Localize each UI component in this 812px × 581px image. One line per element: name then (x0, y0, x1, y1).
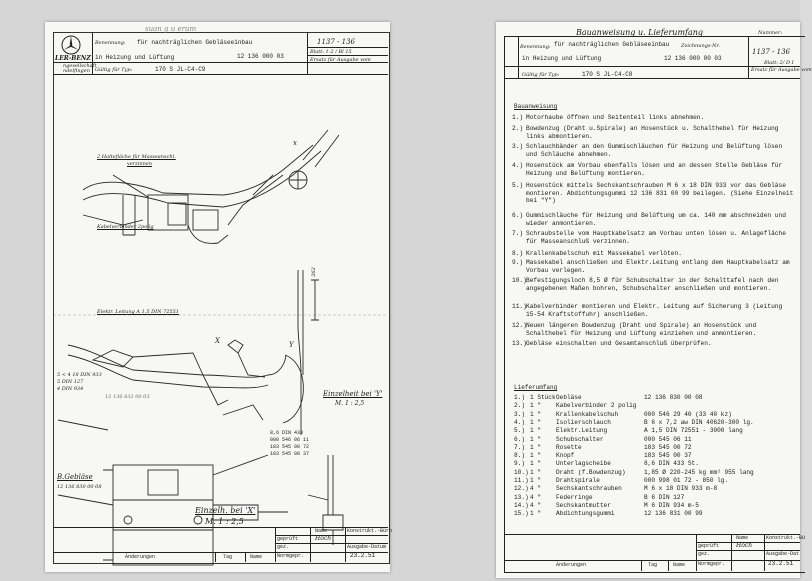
parts-a-extra: 12 136 832 00 03 (105, 394, 150, 400)
item-part-number: 183 545 00 37 (644, 452, 692, 460)
parts-a-1: 5 < 4 18 DIN 933 (57, 372, 102, 378)
item-quantity: 1 " (530, 443, 541, 451)
instruction-step (512, 230, 794, 245)
tb-aenderungen: Änderungen (125, 554, 156, 560)
tb-name-header: Name (736, 535, 749, 541)
item-part-number: 000 546 29 40 (33 40 kz) (644, 410, 732, 418)
item-description: Sechskantmutter (556, 501, 611, 509)
drawing-number-mid: 12 136 000 03 (237, 53, 284, 60)
item-number: 14.) (514, 501, 529, 509)
step-text: Gummischläuche für Heizung und Belüftung um ca. 140 mm abschneiden und wieder anmontieren. (526, 212, 786, 227)
step-number: 8.) (512, 250, 524, 257)
item-description: Kabelverbinder 2 polig (556, 402, 637, 410)
tb-norm: Normgepr. (277, 553, 305, 559)
item-part-number: 1,85 Ø 220-245 kg mm² 955 lang (644, 468, 754, 476)
item-number: 6.) (514, 435, 525, 443)
benennung-label: Benennung: (520, 44, 551, 50)
item-description: Drahtspirale (556, 477, 600, 484)
item-number: 15.) (514, 510, 529, 518)
nummer-label: Nummer: (758, 30, 783, 36)
parts-b-4: 183 545 00 37 (270, 451, 310, 457)
detail-x-label: Einzelh. bei 'X' (195, 506, 256, 515)
item-number: 8.) (514, 452, 525, 460)
step-text: Hosenstück mittels Sechskantschrauben M 6 x 18 DIN 933 vor das Gebläse montieren. Abdichtungsgummi 12 136 831 00 99 beilegen. (Siehe Einzelheit bei "Y") (526, 182, 794, 205)
instruction-step (512, 340, 794, 348)
item-quantity: 4 " (530, 501, 541, 509)
item-number: 2.) (514, 402, 525, 410)
step-text: Gebläse einschalten und Gesamtanschluß überprüfen. (526, 340, 712, 347)
item-part-number: 183 545 00 72 (644, 443, 692, 451)
tb-name-header: Name (315, 528, 328, 534)
mercedes-star-icon (58, 34, 84, 56)
sheet-number: Blatt: 1-2 / Bl 15 (310, 49, 352, 55)
tb-signature: Hoch (315, 535, 332, 542)
item-quantity: 1 Stück (530, 394, 556, 401)
blower-label: B.Gebläse (57, 473, 93, 481)
item-part-number: B 6 DIN 127 (644, 493, 685, 501)
item-quantity: 1 " (530, 402, 541, 410)
step-number: 10.) (512, 277, 527, 284)
item-description: Draht (f.Bowdenzug) (556, 468, 626, 476)
item-quantity: 1 " (530, 418, 541, 426)
blatt-value: Blatt: 2/ D I (764, 60, 794, 66)
item-quantity: 4 " (530, 485, 541, 493)
item-part-number: 12 136 831 00 99 (644, 510, 703, 518)
step-text: Schraubstelle vom Hauptkabelsatz am Vorbau unten lösen u. Anlagefläche für Masseanschluß verzinnen. (526, 230, 786, 245)
tb-date: 23.2.51 (768, 560, 794, 567)
step-text: Hosenstück am Vorbau ebenfalls lösen und an dessen Stelle Gebläse für Heizung und Belüftung montieren. (526, 162, 783, 177)
header-title: suan g u erum (145, 25, 197, 33)
valid-value: 170 S JL-C4-C8 (582, 71, 633, 78)
step-text: Kabelverbinder montieren und Elektr. Leitung auf Sicherung 3 (Leitung 15-54 Kraftstoffuhr) anschließen. (526, 303, 783, 318)
item-description: Abdichtungsgummi (556, 510, 615, 518)
tb-tag: Tag (223, 554, 233, 560)
parts-b-3: 183 545 00 72 (270, 444, 310, 450)
item-number: 3.) (514, 410, 525, 418)
instruction-step (512, 277, 794, 292)
svg-text:x: x (293, 139, 297, 147)
doc-number-top: 1137 - 136 (752, 48, 790, 56)
item-number: 12.) (514, 485, 529, 493)
instruction-step (512, 182, 794, 205)
tb-ausgabe: Ausgabe-Dat (766, 551, 800, 557)
step-number: 3.) (512, 143, 524, 150)
company-sub-2: ndelfingen (63, 68, 90, 74)
step-number: 4.) (512, 162, 524, 169)
item-quantity: 1 " (530, 510, 541, 518)
instruction-step (512, 212, 794, 227)
dimension-label: 262 (310, 267, 317, 277)
step-number: 7.) (512, 230, 524, 237)
item-quantity: 1 " (530, 468, 541, 476)
step-text: Schlauchbänder an den Gummischläuchen für Heizung und Belüftung lösen und Schläuche abnehmen. (526, 143, 783, 158)
svg-text:X: X (215, 337, 220, 345)
instruction-step (512, 114, 794, 122)
parts-a-3: 4 DIN 934 (57, 386, 84, 392)
callout-cable-connector: Kabelverbinder 2polig (97, 224, 154, 230)
item-number: 7.) (514, 443, 525, 451)
instruction-step (512, 303, 794, 318)
step-number: 5.) (512, 182, 524, 189)
item-description: Knopf (556, 452, 575, 460)
item-description: Schubschalter (556, 435, 604, 443)
ersatz-label: Ersatz für Ausgabe vom (310, 57, 371, 63)
item-quantity: 1 " (530, 477, 541, 484)
callout-ground-surface-note: verzinnen (127, 161, 153, 167)
item-description: Elektr.Leitung (556, 427, 608, 435)
item-part-number: M 6 DIN 934 m-5 (644, 501, 699, 509)
item-description: Gebläse (556, 394, 582, 401)
tb-date: 23.2.51 (350, 552, 376, 559)
blower-number: 12 136 830 00 08 (57, 484, 102, 490)
item-quantity: 1 " (530, 452, 541, 460)
bauanweisung-heading: Bauanweisung (514, 103, 558, 110)
item-description: Krallenkabelschuh (556, 410, 619, 418)
ersatz-label: Ersatz für Ausgabe vom (751, 67, 812, 73)
item-number: 5.) (514, 427, 525, 435)
item-part-number: 000 998 01 72 - 850 lg. (644, 477, 729, 484)
company-sub-1: ngesellschaft (63, 63, 97, 69)
instruction-step (512, 162, 794, 177)
item-part-number: 8,6 DIN 433 St. (644, 460, 699, 468)
doc-title: Bauanweisung u. Lieferumfang (576, 28, 704, 37)
instruction-step (512, 250, 794, 258)
item-description: Isolierschlauch (556, 418, 611, 426)
step-number: 1.) (512, 114, 524, 121)
drawing-sheet (45, 22, 393, 572)
callout-ground-surface: 2 Haltefläche für Masseanschl. (97, 154, 176, 160)
item-part-number: A 1,5 DIN 72551 - 3000 lang (644, 427, 743, 435)
item-description: Federringe (556, 493, 593, 501)
instruction-step (512, 125, 794, 140)
item-part-number: 12 136 830 00 08 (644, 394, 703, 401)
step-text: Krallenkabelschuh mit Massekabel verlöten. (526, 250, 682, 257)
parts-b-2: 000 546 06 11 (270, 437, 310, 443)
valid-label: Gültig für Typ: (95, 67, 133, 73)
item-description: Rosette (556, 443, 582, 451)
tb-geprueft: geprüft (277, 536, 299, 542)
detail-y-label: Einzelheit bei 'Y' (323, 390, 383, 398)
item-part-number: B 6 x 7,2 aw DIN 40620-300 lg. (644, 418, 754, 426)
parts-b-1: 8,6 DIN 433 (270, 430, 304, 436)
tb-geprueft: geprüft (698, 543, 720, 549)
tb-kontr: Konstrukt.-Büro (347, 528, 393, 534)
parts-a-2: 5 DIN 127 (57, 379, 84, 385)
step-number: 2.) (512, 125, 524, 132)
step-text: Befestigungsloch 8,5 Ø für Schubschalter in der Schalttafel nach den angegebenen Maßen bohren, Schubschalter anschließen und montieren. (526, 277, 779, 292)
tb-gez: gez. (277, 544, 290, 550)
technical-drawing (53, 75, 388, 515)
benennung-value-2: in Heizung und Lüftung (522, 55, 602, 62)
step-number: 13.) (512, 340, 527, 347)
tb-aenderungen: Änderungen (556, 562, 587, 568)
item-number: 11.) (514, 477, 529, 484)
step-number: 9.) (512, 259, 524, 266)
item-quantity: 1 " (530, 435, 541, 443)
tb-signature: Hoch (736, 542, 753, 549)
tb-gez: gez. (698, 551, 711, 557)
detail-x-scale: M. 1 : 2,5 (205, 517, 244, 526)
step-text: Bowdenzug (Draht u.Spirale) an Hosenstück u. Schalthebel für Heizung links abmontieren. (526, 125, 779, 140)
detail-y-scale: M. 1 : 2,5 (335, 400, 365, 407)
instruction-step (512, 322, 794, 337)
tb-name: Name (673, 562, 686, 568)
benennung-label: Benennung: (95, 40, 126, 46)
item-quantity: 1 " (530, 427, 541, 435)
tb-norm: Normgepr. (698, 561, 726, 567)
benennung-value: für nachträglichen Gebläseeinbau (137, 39, 253, 46)
item-number: 9.) (514, 460, 525, 468)
item-description: Unterlagscheibe (556, 460, 611, 468)
instruction-step (512, 259, 794, 274)
step-number: 12.) (512, 322, 527, 329)
item-quantity: 1 " (530, 460, 541, 468)
valid-value: 170 S JL-C4-C9 (155, 66, 206, 73)
item-quantity: 1 " (530, 410, 541, 418)
item-part-number: M 6 x 18 DIN 933 m-8 (644, 485, 718, 493)
callout-electric-line: Elektr. Leitung A 1,5 DIN 72551 (97, 309, 179, 315)
item-number: 10.) (514, 468, 529, 476)
item-number: 13.) (514, 493, 529, 501)
tb-tag: Tag (648, 562, 658, 568)
benennung-value: für nachträglichen Gebläseeinbau (554, 41, 670, 48)
zeichnr-label: Zeichnungs-Nr. (681, 43, 720, 49)
step-text: Massekabel anschließen und Elektr.Leitung entlang dem Hauptkabelsatz am Vorbau verlegen. (526, 259, 790, 274)
instruction-step (512, 143, 794, 158)
item-quantity: 4 " (530, 493, 541, 501)
item-part-number: 000 545 06 11 (644, 435, 692, 443)
tb-ausgabe: Ausgabe-Datum (347, 544, 387, 550)
tb-kontr: Konstrukt.-Bü (766, 535, 806, 541)
lieferumfang-heading: Lieferumfang (514, 384, 558, 391)
step-text: Motorhaube öffnen und Seitenteil links abnehmen. (526, 114, 705, 121)
company-name: LER-BENZ (55, 55, 91, 62)
item-number: 1.) (514, 394, 525, 401)
item-number: 4.) (514, 418, 525, 426)
step-number: 11.) (512, 303, 527, 310)
drawing-number-top: 1137 - 136 (317, 38, 355, 46)
step-number: 6.) (512, 212, 524, 219)
benennung-value-2: in Heizung und Lüftung (95, 54, 175, 61)
zeichnr-value: 12 136 000 00 03 (664, 55, 722, 62)
tb-name: Name (250, 554, 263, 560)
valid-label: Gültig für Typ: (522, 72, 560, 78)
svg-text:Y: Y (289, 341, 294, 349)
instruction-sheet (496, 22, 812, 578)
item-description: Sechskantschrauben (556, 485, 622, 493)
step-text: Neuen längeren Bowdenzug (Draht und Spirale) an Hosenstück und Schalthebel für Heizung und Lüftung einziehen und anmontieren. (526, 322, 757, 337)
